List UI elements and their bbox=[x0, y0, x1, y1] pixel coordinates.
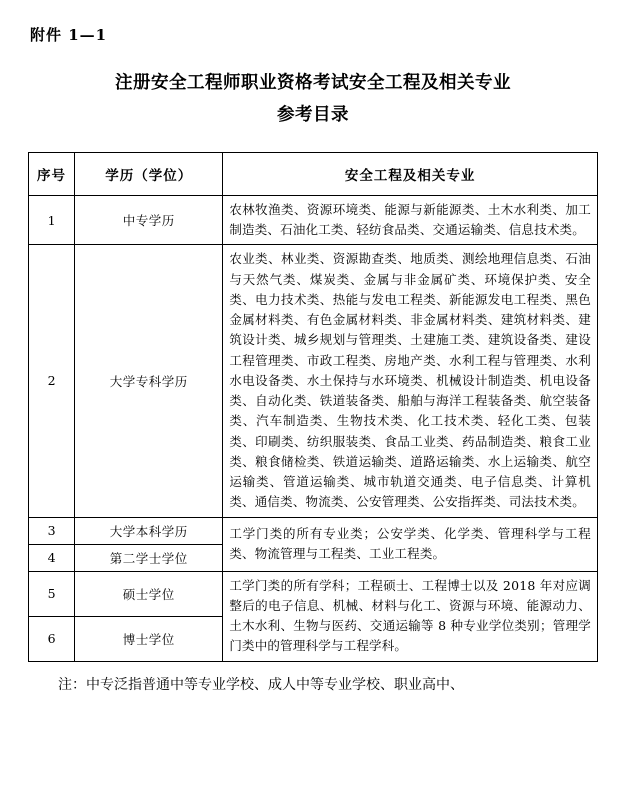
cell-majors-merged-graduate: 工学门类的所有学科；工程硕士、工程博士以及 2018 年对应调整后的电子信息、机械、材料与化工、资源与环境、能源动力、土木水利、生物与医药、交通运输等 8 种专业学位类别；管理学门类中的管理科学与工程学科。 bbox=[223, 571, 598, 661]
cell-majors: 农林牧渔类、资源环境类、能源与新能源类、土木水利类、加工制造类、石油化工类、轻纺食品类、交通运输类、信息技术类。 bbox=[223, 195, 598, 245]
table-row bbox=[29, 245, 598, 517]
cell-degree: 第二学士学位 bbox=[75, 544, 223, 571]
footnote: 注：中专泛指普通中等专业学校、成人中等专业学校、职业高中、 bbox=[58, 676, 464, 693]
cell-no: 1 bbox=[29, 195, 75, 245]
cell-no: 5 bbox=[29, 571, 75, 616]
cell-degree: 硕士学位 bbox=[75, 571, 223, 616]
cell-majors: 农业类、林业类、资源勘查类、地质类、测绘地理信息类、石油与天然气类、煤炭类、金属与非金属矿类、环境保护类、安全类、电力技术类、热能与发电工程类、新能源发电工程类、黑色金属材料类、有色金属材料类、非金属材料类、建筑材料类、建筑设计类、城乡规划与管理类、土建施工类、建筑设备类、建设工程管理类、市政工程类、房地产类、水利工程与管理类、水利水电设备类、水土保持与水环境类、机械设计制造类、机电设备类、自动化类、铁道装备类、船舶与海洋工程装备类、航空装备类、汽车制造类、生物技术类、化工技术类、轻化工类、包装类、印刷类、纺织服装类、食品工业类、药品制造类、粮食工业类、粮食储检类、铁道运输类、道路运输类、水上运输类、航空运输类、管道运输类、城市轨道交通类、电子信息类、计算机类、通信类、物流类、公安管理类、公安指挥类、司法技术类。 bbox=[223, 245, 598, 517]
cell-no: 3 bbox=[29, 517, 75, 544]
cell-no: 6 bbox=[29, 616, 75, 661]
attachment-label: 附件 1—1 bbox=[30, 26, 108, 44]
cell-no: 4 bbox=[29, 544, 75, 571]
cell-degree: 大学专科学历 bbox=[75, 245, 223, 517]
table-body bbox=[29, 195, 598, 661]
column-header-degree: 学历（学位） bbox=[75, 152, 223, 195]
table-header bbox=[29, 152, 598, 195]
page-title-line1: 注册安全工程师职业资格考试安全工程及相关专业 bbox=[114, 73, 511, 93]
column-header-majors: 安全工程及相关专业 bbox=[223, 152, 598, 195]
page-title bbox=[45, 67, 581, 132]
cell-degree: 大学本科学历 bbox=[75, 517, 223, 544]
table-row bbox=[29, 517, 598, 544]
majors-table bbox=[28, 152, 598, 662]
cell-degree: 中专学历 bbox=[75, 195, 223, 245]
table-row bbox=[29, 571, 598, 616]
page-title-line2: 参考目录 bbox=[276, 105, 349, 126]
table-header-row bbox=[29, 152, 598, 195]
cell-degree: 博士学位 bbox=[75, 616, 223, 661]
cell-no: 2 bbox=[29, 245, 75, 517]
cell-majors-merged-bachelor: 工学门类的所有专业类；公安学类、化学类、管理科学与工程类、物流管理与工程类、工业工程类。 bbox=[223, 517, 598, 571]
table-row bbox=[29, 195, 598, 245]
column-header-no: 序号 bbox=[29, 152, 75, 195]
